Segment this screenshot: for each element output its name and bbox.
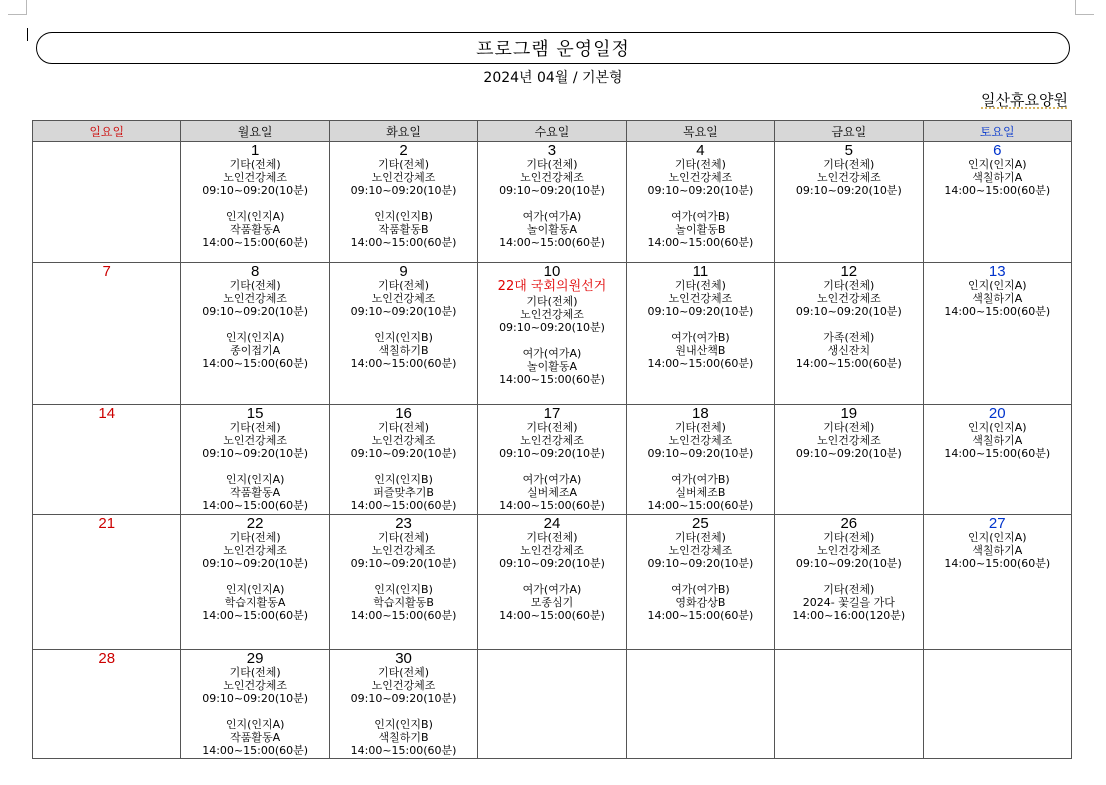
day-number: 2 [399,142,408,159]
schedule-line: 종이접기A [230,344,281,357]
schedule-line: 인지(인지A) [225,583,285,596]
schedule-line: 여가(여가A) [522,583,582,596]
day-number: 21 [98,515,116,532]
schedule-line: 여가(여가B) [671,331,730,344]
schedule-line: 14:00~15:00(60분) [944,305,1051,318]
schedule-line: 여가(여가B) [671,210,730,223]
schedule-line: 놀이활동B [675,223,726,236]
schedule-line: 원내산책B [675,344,726,357]
calendar-week-row [33,650,1072,759]
schedule-line: 노인건강체조 [520,544,584,557]
schedule-line: 가족(전체) [823,331,875,344]
weekday-header-row [33,121,1072,142]
schedule-line: 노인건강체조 [371,171,436,184]
calendar-week-row [33,263,1072,405]
schedule-line: 기타(전체) [823,531,875,544]
day-number: 24 [543,515,561,532]
day-number: 20 [988,405,1006,422]
schedule-spacer [478,570,625,583]
schedule-line: 인지(인지B) [374,473,433,486]
schedule-line: 인지(인지A) [225,473,285,486]
schedule-line: 인지(인지A) [225,210,285,223]
schedule-line: 14:00~15:00(60분) [202,357,309,370]
schedule-line: 여가(여가A) [522,473,582,486]
day-number: 23 [395,515,412,532]
day-number: 7 [102,263,111,280]
schedule-spacer [627,570,774,583]
schedule-line: 인지(인지A) [225,331,285,344]
schedule-spacer [330,318,477,331]
schedule-spacer [330,197,477,210]
calendar-day-cell [775,142,923,263]
schedule-line: 09:10~09:20(10분) [795,305,902,318]
schedule-line: 기타(전체) [378,279,430,292]
schedule-line: 생신잔치 [827,344,871,357]
weekday-header-sat: 토요일 [923,121,1071,142]
schedule-line: 14:00~15:00(60분) [944,447,1051,460]
schedule-line: 노인건강체조 [223,544,288,557]
day-number: 29 [246,650,264,667]
schedule-line: 작품활동A [230,731,281,744]
schedule-line: 색칠하기A [972,434,1023,447]
schedule-line: 14:00~15:00(60분) [202,744,309,757]
holiday-label: 22대 국회의원선거 [497,279,607,294]
schedule-line: 14:00~15:00(60분) [499,499,605,512]
day-number: 19 [840,405,858,422]
day-number: 3 [547,142,557,159]
schedule-line: 작품활동A [230,486,281,499]
schedule-line: 09:10~09:20(10분) [350,557,457,570]
calendar-day-cell [329,405,477,515]
page-corner-mark-right [1075,0,1094,15]
schedule-line: 인지(인지A) [225,718,285,731]
schedule-line: 09:10~09:20(10분) [647,184,754,197]
schedule-line: 2024- 꽃길을 가다 [802,596,895,609]
schedule-line: 기타(전체) [229,279,281,292]
schedule-spacer [627,460,774,473]
calendar-day-cell [626,515,774,650]
schedule-line: 모종심기 [530,596,574,609]
calendar-day-cell [33,650,181,759]
schedule-line: 09:10~09:20(10분) [647,305,754,318]
schedule-line: 기타(전체) [823,279,875,292]
day-number: 28 [98,650,116,667]
calendar-day-cell [626,142,774,263]
schedule-line: 노인건강체조 [520,171,584,184]
schedule-line: 14:00~15:00(60분) [795,357,902,370]
schedule-line: 09:10~09:20(10분) [795,447,902,460]
schedule-spacer [478,197,625,210]
calendar-day-cell [923,515,1071,650]
calendar-day-cell [478,405,626,515]
schedule-line: 14:00~15:00(60분) [350,357,457,370]
schedule-line: 14:00~15:00(60분) [350,609,457,622]
calendar-day-cell [923,650,1071,759]
calendar-day-cell [775,405,923,515]
schedule-line: 여가(여가B) [671,473,730,486]
day-number: 6 [993,142,1002,159]
schedule-line: 14:00~15:00(60분) [944,184,1051,197]
calendar-day-cell [181,405,329,515]
schedule-line: 퍼즐맞추기B [373,486,434,499]
day-number: 16 [395,405,412,422]
schedule-line: 노인건강체조 [371,292,436,305]
calendar-day-cell [181,263,329,405]
calendar-day-cell [478,515,626,650]
calendar-day-cell [181,650,329,759]
text-cursor [27,28,28,41]
schedule-line: 기타(전체) [526,421,578,434]
schedule-line: 노인건강체조 [371,679,436,692]
schedule-line: 인지(인지B) [374,718,433,731]
schedule-line: 영화감상B [675,596,726,609]
calendar-day-cell [478,263,626,405]
schedule-line: 인지(인지B) [374,210,433,223]
schedule-spacer [775,570,922,583]
schedule-line: 09:10~09:20(10분) [499,321,605,334]
schedule-line: 실버체조A [526,486,577,499]
schedule-line: 놀이활동A [526,223,577,236]
calendar-day-cell [626,263,774,405]
day-number: 25 [692,515,709,532]
schedule-spacer [330,460,477,473]
schedule-line: 기타(전체) [378,666,430,679]
schedule-line: 09:10~09:20(10분) [795,557,902,570]
calendar-day-cell [181,515,329,650]
schedule-line: 14:00~15:00(60분) [202,609,309,622]
calendar-week-row [33,142,1072,263]
organization-name: 일산휴요양원 [981,91,1068,109]
calendar-day-cell [775,515,923,650]
schedule-line: 09:10~09:20(10분) [647,557,754,570]
schedule-line: 기타(전체) [229,531,281,544]
day-number: 10 [543,263,561,280]
schedule-line: 노인건강체조 [520,308,584,321]
schedule-line: 기타(전체) [823,158,875,171]
schedule-line: 14:00~16:00(120분) [792,609,906,622]
calendar-day-cell [33,263,181,405]
calendar-day-cell [181,142,329,263]
schedule-line: 노인건강체조 [223,292,288,305]
day-number: 11 [692,263,709,280]
day-number: 14 [98,405,116,422]
schedule-line: 기타(전체) [674,531,726,544]
schedule-line: 인지(인지A) [967,158,1027,171]
weekday-header-sun: 일요일 [33,121,181,142]
schedule-spacer [181,460,328,473]
schedule-line: 노인건강체조 [816,292,881,305]
day-number: 1 [250,142,260,159]
calendar-day-cell [329,263,477,405]
calendar-day-cell [626,405,774,515]
schedule-line: 여가(여가A) [522,210,582,223]
schedule-line: 기타(전체) [526,295,578,308]
schedule-line: 노인건강체조 [668,171,733,184]
schedule-line: 노인건강체조 [668,292,733,305]
schedule-line: 09:10~09:20(10분) [350,305,457,318]
schedule-spacer [627,318,774,331]
title-banner [36,32,1070,64]
schedule-line: 여가(여가B) [671,583,730,596]
calendar-day-cell [775,263,923,405]
schedule-line: 놀이활동A [526,360,577,373]
calendar-day-cell [478,650,626,759]
calendar-day-cell [923,263,1071,405]
schedule-spacer [181,318,328,331]
weekday-header-thu: 목요일 [626,121,774,142]
schedule-line: 14:00~15:00(60분) [647,236,754,249]
weekday-header-mon: 월요일 [181,121,329,142]
day-number: 8 [250,263,260,280]
schedule-line: 14:00~15:00(60분) [647,609,754,622]
schedule-line: 인지(인지A) [967,531,1027,544]
schedule-line: 기타(전체) [378,531,430,544]
schedule-line: 14:00~15:00(60분) [350,744,457,757]
day-number: 30 [395,650,412,667]
weekday-header-tue: 화요일 [329,121,477,142]
calendar-week-row [33,405,1072,515]
schedule-spacer [627,197,774,210]
schedule-line: 실버체조B [675,486,726,499]
schedule-line: 09:10~09:20(10분) [350,692,457,705]
schedule-line: 노인건강체조 [816,434,881,447]
schedule-line: 09:10~09:20(10분) [647,447,754,460]
schedule-line: 인지(인지B) [374,583,433,596]
schedule-line: 09:10~09:20(10분) [202,305,309,318]
schedule-line: 작품활동A [230,223,281,236]
schedule-spacer [775,318,922,331]
schedule-line: 노인건강체조 [668,544,733,557]
schedule-line: 기타(전체) [526,158,578,171]
schedule-line: 노인건강체조 [668,434,733,447]
schedule-line: 기타(전체) [674,158,726,171]
schedule-line: 노인건강체조 [520,434,584,447]
day-number: 15 [246,405,264,422]
calendar-day-cell [33,515,181,650]
weekday-header-fri: 금요일 [775,121,923,142]
schedule-line: 기타(전체) [229,158,281,171]
schedule-line: 기타(전체) [526,531,578,544]
schedule-line: 색칠하기A [972,171,1023,184]
schedule-line: 09:10~09:20(10분) [202,447,309,460]
schedule-spacer [181,197,328,210]
calendar-day-cell [923,142,1071,263]
schedule-line: 14:00~15:00(60분) [202,236,309,249]
schedule-line: 기타(전체) [823,421,875,434]
schedule-line: 14:00~15:00(60분) [647,357,754,370]
calendar-day-cell [329,515,477,650]
schedule-line: 09:10~09:20(10분) [499,184,605,197]
schedule-line: 색칠하기B [378,731,429,744]
schedule-line: 인지(인지A) [967,279,1027,292]
schedule-line: 학습지활동B [373,596,434,609]
schedule-spacer [330,570,477,583]
schedule-spacer [181,570,328,583]
schedule-line: 인지(인지B) [374,331,433,344]
schedule-line: 09:10~09:20(10분) [795,184,902,197]
day-number: 13 [988,263,1006,280]
schedule-line: 기타(전체) [378,158,430,171]
schedule-line: 노인건강체조 [816,544,881,557]
schedule-line: 09:10~09:20(10분) [499,557,605,570]
calendar-day-cell [775,650,923,759]
schedule-line: 노인건강체조 [223,434,288,447]
day-number: 12 [840,263,858,280]
schedule-line: 기타(전체) [378,421,430,434]
schedule-line: 색칠하기B [378,344,429,357]
page-corner-mark-left [8,0,27,15]
schedule-line: 14:00~15:00(60분) [499,373,605,386]
schedule-spacer [330,705,477,718]
schedule-line: 여가(여가A) [522,347,582,360]
calendar-day-cell [626,650,774,759]
schedule-line: 14:00~15:00(60분) [499,609,605,622]
day-number: 5 [844,142,853,159]
schedule-line: 기타(전체) [229,421,281,434]
calendar-day-cell [33,405,181,515]
day-number: 27 [988,515,1006,532]
schedule-line: 학습지활동A [224,596,286,609]
weekday-header-wed: 수요일 [478,121,626,142]
calendar-table [32,120,1072,759]
calendar-day-cell [329,142,477,263]
schedule-line: 14:00~15:00(60분) [350,499,457,512]
day-number: 4 [696,142,705,159]
page-subtitle: 2024년 04월 / 기본형 [483,70,623,86]
schedule-spacer [478,460,625,473]
schedule-line: 14:00~15:00(60분) [647,499,754,512]
calendar-day-cell [33,142,181,263]
schedule-line: 기타(전체) [674,421,726,434]
schedule-spacer [478,334,625,347]
calendar-day-cell [478,142,626,263]
day-number: 22 [246,515,264,532]
day-number: 18 [692,405,709,422]
schedule-spacer [181,705,328,718]
schedule-line: 14:00~15:00(60분) [202,499,309,512]
calendar-day-cell [923,405,1071,515]
page-title: 프로그램 운영일정 [476,39,630,60]
calendar-day-cell [329,650,477,759]
schedule-line: 09:10~09:20(10분) [499,447,605,460]
schedule-line: 인지(인지A) [967,421,1027,434]
calendar-week-row [33,515,1072,650]
schedule-line: 09:10~09:20(10분) [202,184,309,197]
schedule-line: 14:00~15:00(60분) [944,557,1051,570]
schedule-line: 기타(전체) [674,279,726,292]
schedule-line: 노인건강체조 [816,171,881,184]
schedule-line: 색칠하기A [972,292,1023,305]
schedule-line: 노인건강체조 [371,544,436,557]
schedule-line: 노인건강체조 [223,679,288,692]
schedule-line: 작품활동B [378,223,429,236]
day-number: 9 [399,263,408,280]
schedule-line: 14:00~15:00(60분) [499,236,605,249]
schedule-line: 노인건강체조 [223,171,288,184]
schedule-line: 14:00~15:00(60분) [350,236,457,249]
schedule-line: 색칠하기A [972,544,1023,557]
schedule-line: 기타(전체) [229,666,281,679]
day-number: 26 [840,515,858,532]
schedule-line: 09:10~09:20(10분) [350,184,457,197]
day-number: 17 [543,405,561,422]
schedule-line: 노인건강체조 [371,434,436,447]
schedule-line: 기타(전체) [823,583,875,596]
schedule-line: 09:10~09:20(10분) [202,557,309,570]
schedule-line: 09:10~09:20(10분) [350,447,457,460]
schedule-line: 09:10~09:20(10분) [202,692,309,705]
